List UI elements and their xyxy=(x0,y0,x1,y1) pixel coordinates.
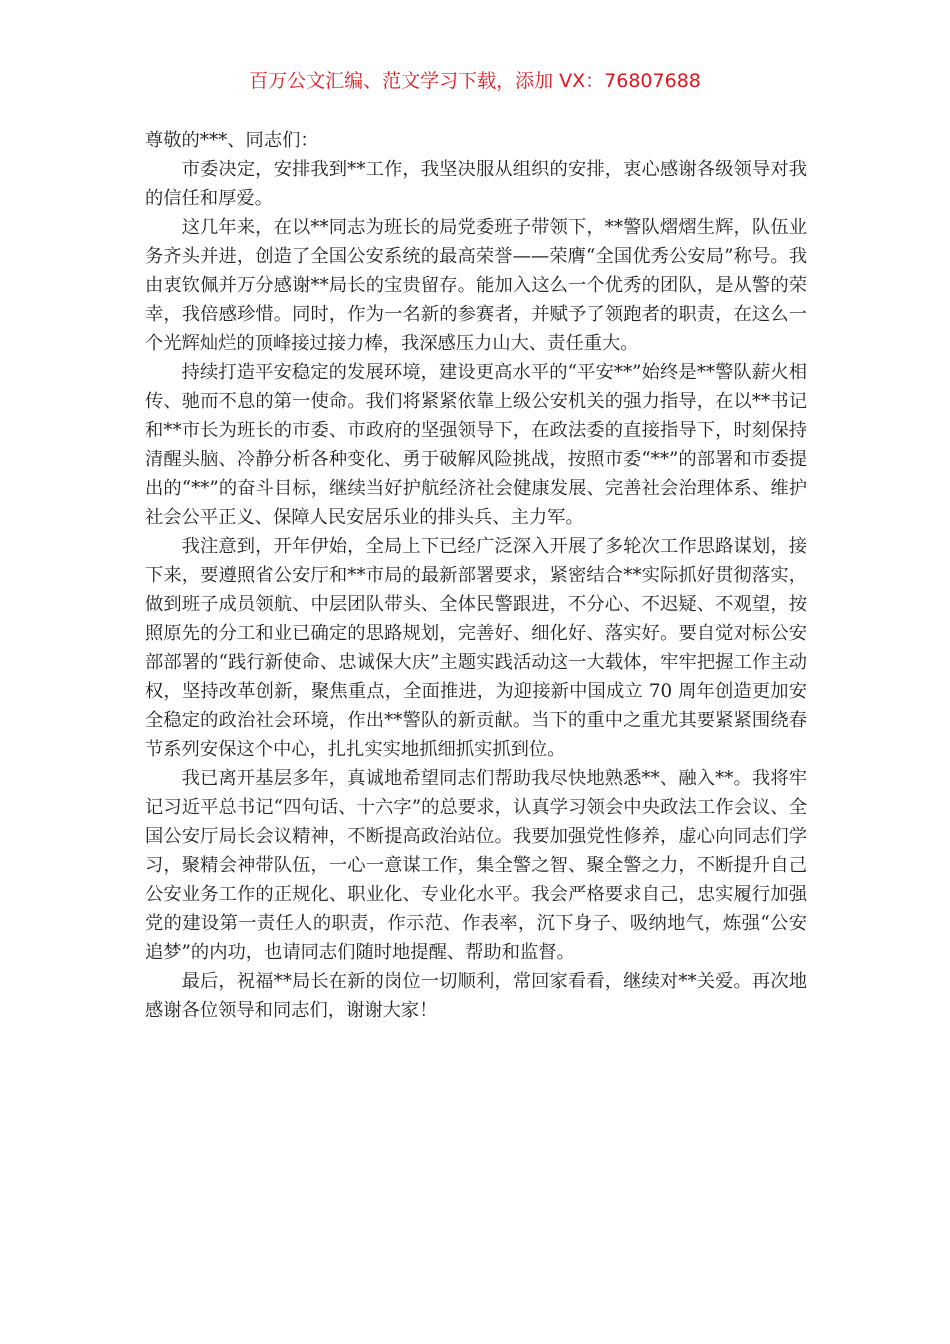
paragraph-gratitude: 市委决定，安排我到**工作，我坚决服从组织的安排，衷心感谢各级领导对我的信任和厚爱。 xyxy=(145,159,807,209)
paragraph-mission: 持续打造平安稳定的发展环境，建设更高水平的“平安**”始终是**警队薪火相传、驰而不息的第一使命。我们将紧紧依靠上级公安机关的强力指导，在以**书记和**市长为班长的市委、市政府的坚强领导下，在政法委的直接指导下，时刻保持清醒头脑、冷静分析各种变化、勇于破解风险挑战，按照市委“**”的部署和市委提出的“**”的奋斗目标，继续当好护航经济社会健康发展、完善社会治理体系、维护社会公平正义、保障人民安居乐业的排头兵、主力军。 xyxy=(145,362,807,528)
paragraph-commitment: 我已离开基层多年，真诚地希望同志们帮助我尽快地熟悉**、融入**。我将牢记习近平总书记“四句话、十六字”的总要求，认真学习领会中央政法工作会议、全国公安厅局长会议精神，不断提高政治站位。我要加强党性修养，虚心向同志们学习，聚精会神带队伍，一心一意谋工作，集全警之智、聚全警之力，不断提升自己公安业务工作的正规化、职业化、专业化水平。我会严格要求自己，忠实履行加强党的建设第一责任人的职责，作示范、作表率，沉下身子、吸纳地气，炼强“公安追梦”的内功，也请同志们随时地提醒、帮助和监督。 xyxy=(145,768,807,963)
paragraph-work-plan: 我注意到，开年伊始，全局上下已经广泛深入开展了多轮次工作思路谋划，接下来，要遵照省公安厅和**市局的最新部署要求，紧密结合**实际抓好贯彻落实，做到班子成员领航、中层团队带头、全体民警跟进，不分心、不迟疑、不观望，按照原先的分工和业已确定的思路规划，完善好、细化好、落实好。要自觉对标公安部部署的“践行新使命、忠诚保大庆”主题实践活动这一大载体，牢牢把握工作主动权，坚持改革创新，聚焦重点，全面推进，为迎接新中国成立 70 周年创造更加安全稳定的政治社会环境，作出**警队的新贡献。当下的重中之重尤其要紧紧围绕春节系列安保这个中心，扎扎实实地抓细抓实抓到位。 xyxy=(145,536,807,760)
speech-document xyxy=(145,126,807,1025)
paragraph-closing: 最后，祝福**局长在新的岗位一切顺利，常回家看看，继续对**关爱。再次地感谢各位领导和同志们，谢谢大家！ xyxy=(145,971,807,1021)
paragraph-achievements: 这几年来，在以**同志为班长的局党委班子带领下，**警队熠熠生辉，队伍业务齐头并进，创造了全国公安系统的最高荣誉——荣膺“全国优秀公安局”称号。我由衷钦佩并万分感谢**局长的宝贵留存。能加入这么一个优秀的团队，是从警的荣幸，我倍感珍惜。同时，作为一名新的参赛者，并赋予了领跑者的职责，在这么一个光辉灿烂的顶峰接过接力棒，我深感压力山大、责任重大。 xyxy=(145,217,807,354)
download-banner: 百万公文汇编、范文学习下载，添加 VX：76807688 xyxy=(249,70,701,92)
salutation: 尊敬的***、同志们： xyxy=(145,130,319,151)
